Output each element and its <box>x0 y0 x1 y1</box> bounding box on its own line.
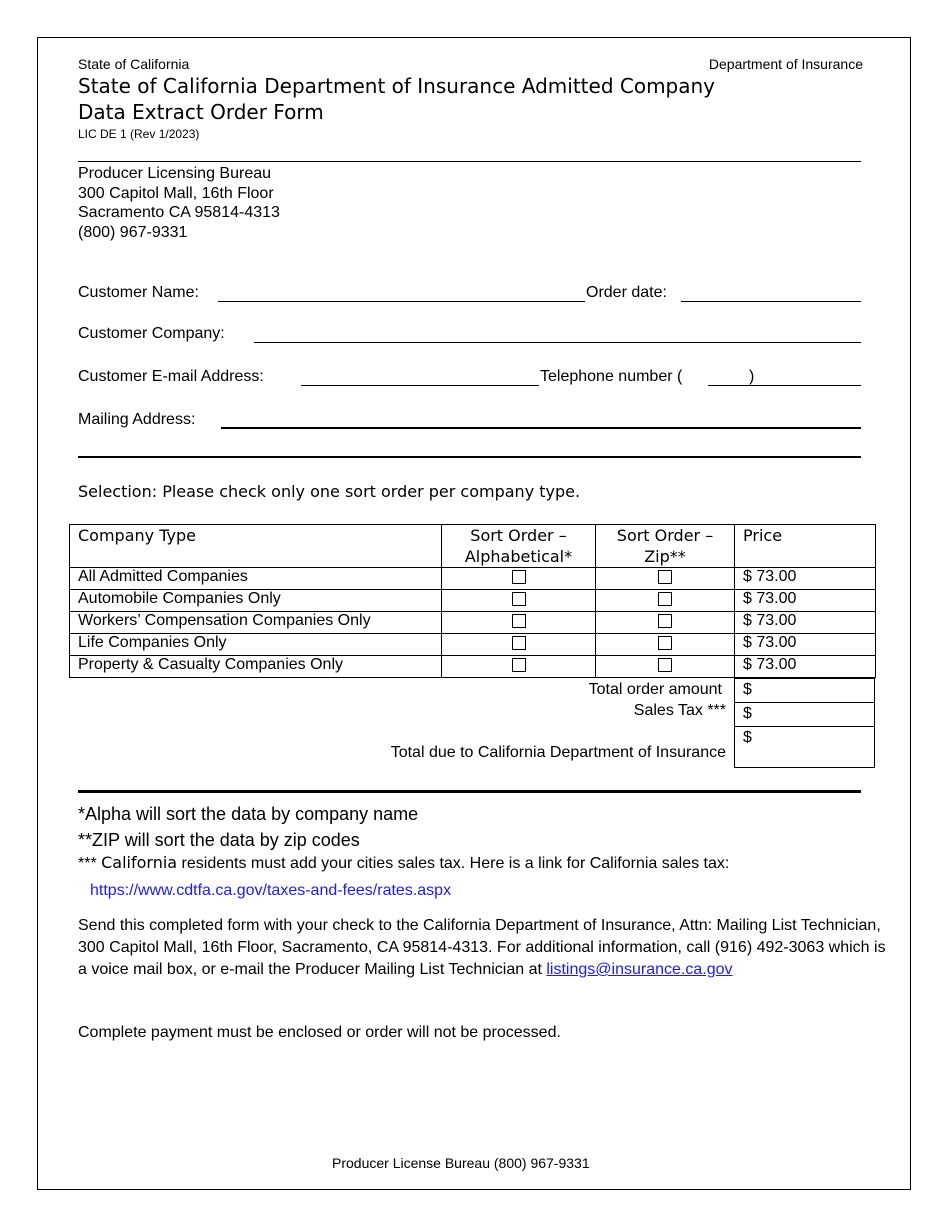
price-cell: $ 73.00 <box>735 568 876 590</box>
zip-note: **ZIP will sort the data by zip codes <box>78 830 360 850</box>
address-city: Sacramento CA 95814-4313 <box>78 204 280 221</box>
alpha-checkbox[interactable] <box>512 614 526 628</box>
customer-name-field[interactable] <box>218 301 585 302</box>
header-sort-alpha: Sort Order – Alphabetical* <box>442 525 596 568</box>
customer-name-label: Customer Name: <box>78 284 199 301</box>
form-title-line2: Data Extract Order Form <box>78 100 324 124</box>
zip-checkbox[interactable] <box>658 658 672 672</box>
customer-company-field[interactable] <box>254 342 861 343</box>
table-row <box>70 656 876 678</box>
company-name: Workers’ Compensation Companies Only <box>70 612 442 634</box>
state-label: State of California <box>78 56 190 72</box>
zip-checkbox[interactable] <box>658 570 672 584</box>
header-company-type: Company Type <box>70 525 442 568</box>
zip-checkbox[interactable] <box>658 592 672 606</box>
order-date-field[interactable] <box>681 301 861 302</box>
alpha-checkbox[interactable] <box>512 592 526 606</box>
zip-checkbox[interactable] <box>658 614 672 628</box>
department-label: Department of Insurance <box>708 56 863 72</box>
total-due-value[interactable]: $ <box>734 726 875 768</box>
address-bureau: Producer Licensing Bureau <box>78 165 272 182</box>
table-header-row <box>70 525 876 568</box>
price-cell: $ 73.00 <box>735 612 876 634</box>
address-street: 300 Capitol Mall, 16th Floor <box>78 185 274 202</box>
sales-tax-value[interactable]: $ <box>734 702 875 727</box>
email-link[interactable]: listings@insurance.ca.gov <box>546 961 733 978</box>
alpha-checkbox[interactable] <box>512 636 526 650</box>
footer-text: Producer License Bureau (800) 967-9331 <box>332 1155 590 1171</box>
alpha-note: *Alpha will sort the data by company name <box>78 804 419 824</box>
mailing-address-field[interactable] <box>221 427 861 429</box>
telephone-label: Telephone number ( <box>540 368 683 385</box>
company-name: Life Companies Only <box>70 634 442 656</box>
header-price: Price <box>735 525 876 568</box>
email-label: Customer E-mail Address: <box>78 368 264 385</box>
telephone-close-paren: ) <box>749 368 755 385</box>
total-order-value[interactable]: $ <box>734 678 875 703</box>
table-row <box>70 612 876 634</box>
company-name: All Admitted Companies <box>70 568 442 590</box>
table-row <box>70 634 876 656</box>
telephone-field[interactable] <box>708 385 861 386</box>
table-row <box>70 568 876 590</box>
selection-instruction: Selection: Please check only one sort order per company type. <box>78 482 581 501</box>
customer-company-label: Customer Company: <box>78 325 225 342</box>
header-sort-zip: Sort Order – Zip** <box>596 525 735 568</box>
mailing-address-line2[interactable] <box>78 456 861 458</box>
sales-tax-label: Sales Tax *** <box>633 702 726 719</box>
form-title-line1: State of California Department of Insurance Admitted Company <box>78 74 716 98</box>
total-order-label: Total order amount <box>588 681 722 698</box>
sales-tax-link[interactable]: https://www.cdtfa.ca.gov/taxes-and-fees/rates.aspx <box>90 882 452 899</box>
order-date-label: Order date: <box>586 284 667 301</box>
company-type-table <box>69 524 876 678</box>
company-name: Automobile Companies Only <box>70 590 442 612</box>
price-cell: $ 73.00 <box>735 590 876 612</box>
email-field[interactable] <box>301 385 539 386</box>
price-cell: $ 73.00 <box>735 634 876 656</box>
payment-note: Complete payment must be enclosed or order will not be processed. <box>78 1024 561 1041</box>
address-phone: (800) 967-9331 <box>78 224 188 241</box>
price-cell: $ 73.00 <box>735 656 876 678</box>
header-divider <box>78 161 861 162</box>
alpha-checkbox[interactable] <box>512 658 526 672</box>
total-due-label: Total due to California Department of Insurance <box>390 744 726 761</box>
mailing-address-label: Mailing Address: <box>78 411 196 428</box>
table-row <box>70 590 876 612</box>
alpha-checkbox[interactable] <box>512 570 526 584</box>
form-number: LIC DE 1 (Rev 1/2023) <box>78 127 200 141</box>
notes-divider <box>78 790 861 793</box>
sales-tax-note: *** California residents must add your cities sales tax. Here is a link for California sales tax: <box>78 853 730 872</box>
zip-checkbox[interactable] <box>658 636 672 650</box>
send-instructions: Send this completed form with your check to the California Department of Insurance, Attn: Mailing List Technician, 300 Capitol Mall, 16th Floor, Sacramento, CA 95814-4313. For additional information, call (916) 492-3063 which is a voice mail box, or e-mail the Producer Mailing List Technician at listings@insurance.ca.gov <box>78 917 886 978</box>
company-name: Property & Casualty Companies Only <box>70 656 442 678</box>
